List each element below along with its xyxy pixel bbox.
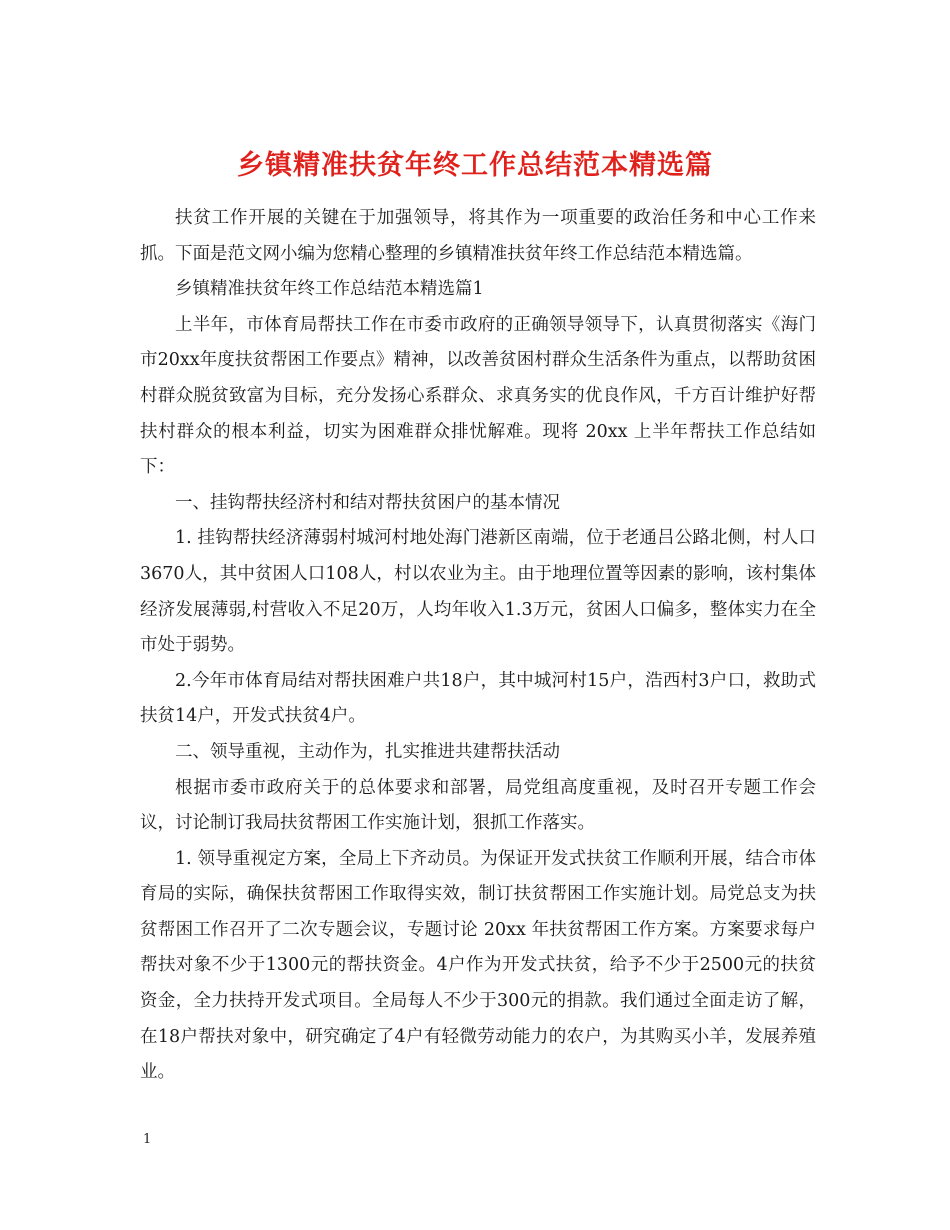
section-heading-leadership: 二、领导重视，主动作为，扎实推进共建帮扶活动 [175, 741, 560, 762]
page-number: 1 [143, 1132, 152, 1147]
section-heading-1: 乡镇精准扶贫年终工作总结范本精选篇1 [175, 279, 484, 300]
document-body [140, 201, 816, 1091]
paragraph-deployment: 根据市委市政府关于的总体要求和部署，局党组高度重视，及时召开专题工作会议，讨论制订我局扶贫帮困工作实施计划，狠抓工作落实。 [140, 777, 816, 834]
paragraph-overview: 上半年，市体育局帮扶工作在市委市政府的正确领导领导下，认真贯彻落实《海门市20xx年度扶贫帮困工作要点》精神，以改善贫困村群众生活条件为重点，以帮助贫困村群众脱贫致富为目标，充分发扬心系群众、求真务实的优良作风，千方百计维护好帮扶村群众的根本利益，切实为困难群众排忧解难。现将 20xx 上半年帮扶工作总结如下： [140, 314, 816, 478]
paragraph-plan: 1. 领导重视定方案，全局上下齐动员。为保证开发式扶贫工作顺利开展，结合市体育局的实际，确保扶贫帮困工作取得实效，制订扶贫帮困工作实施计划。局党总支为扶贫帮困工作召开了二次专题会议，专题讨论 20xx 年扶贫帮困工作方案。方案要求每户帮扶对象不少于1300元的帮扶资金。4户作为开发式扶贫，给予不少于2500元的扶贫资金，全力扶持开发式项目。全局每人不少于300元的捐款。我们通过全面走访了解，在18户帮扶对象中，研究确定了4户有轻微劳动能力的农户，为其购买小羊，发展养殖业。 [140, 848, 816, 1083]
section-heading-basic-situation: 一、挂钩帮扶经济村和结对帮扶贫困户的基本情况 [175, 492, 560, 513]
paragraph-village-info: 1. 挂钩帮扶经济薄弱村城河村地处海门港新区南端，位于老通吕公路北侧，村人口3670人，其中贫困人口108人，村以农业为主。由于地理位置等因素的影响，该村集体经济发展薄弱,村营收入不足20万，人均年收入1.3万元，贫困人口偏多，整体实力在全市处于弱势。 [140, 528, 816, 656]
paragraph-households: 2.今年市体育局结对帮扶困难户共18户，其中城河村15户，浩西村3户口，救助式扶贫14户，开发式扶贫4户。 [140, 670, 816, 727]
document-title: 乡镇精准扶贫年终工作总结范本精选篇 [237, 150, 713, 182]
paragraph-intro: 扶贫工作开展的关键在于加强领导，将其作为一项重要的政治任务和中心工作来抓。下面是范文网小编为您精心整理的乡镇精准扶贫年终工作总结范本精选篇。 [140, 208, 816, 264]
